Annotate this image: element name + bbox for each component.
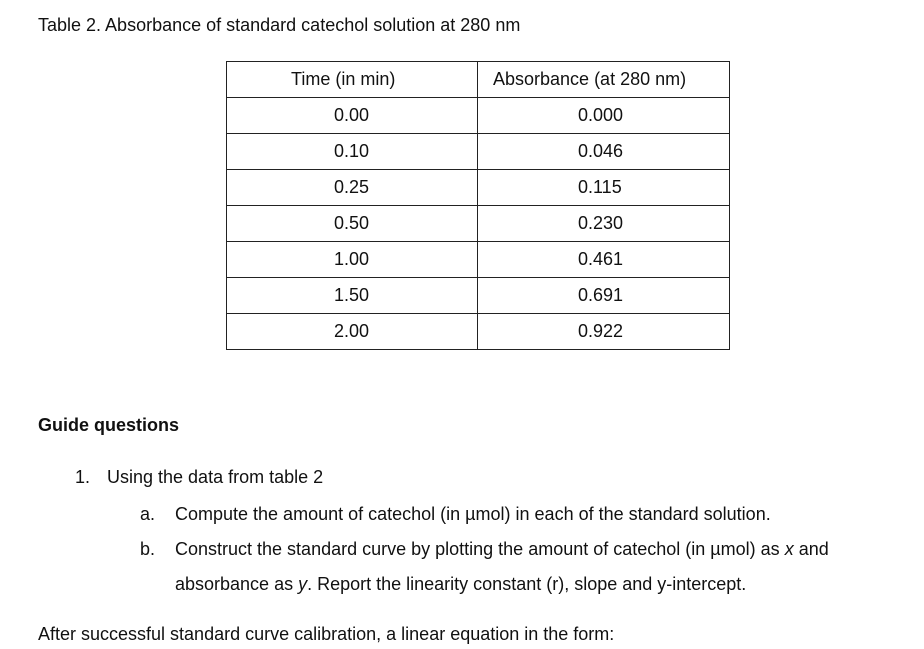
- table-row: [227, 242, 730, 278]
- subquestion-a-text: Compute the amount of catechol (in µmol) in each of the standard solution.: [175, 504, 771, 524]
- header-absorbance: Absorbance (at 280 nm): [478, 62, 730, 98]
- subquestion-b-line2-post: . Report the linearity constant (r), slope and y-intercept.: [307, 574, 747, 594]
- guide-questions-heading: Guide questions: [38, 415, 180, 435]
- table-header-row: [227, 62, 730, 98]
- subquestion-b-line1: [175, 539, 829, 560]
- cell-absorbance: 0.461: [478, 242, 730, 278]
- subquestion-b-letter: b.: [140, 539, 156, 559]
- subquestion-b-line1-pre: Construct the standard curve by plotting the amount of catechol (in µmol) as: [175, 539, 785, 559]
- table-row: [227, 98, 730, 134]
- cell-time: 0.25: [227, 170, 478, 206]
- cell-absorbance: 0.046: [478, 134, 730, 170]
- cell-absorbance: 0.691: [478, 278, 730, 314]
- cell-time: 0.00: [227, 98, 478, 134]
- cell-absorbance: 0.115: [478, 170, 730, 206]
- cell-absorbance: 0.922: [478, 314, 730, 350]
- question-number: 1.: [75, 467, 91, 487]
- cell-time: 1.00: [227, 242, 478, 278]
- y-variable: y: [298, 574, 308, 594]
- table-row: [227, 206, 730, 242]
- subquestion-b-line1-post: and: [793, 539, 829, 559]
- cell-time: 2.00: [227, 314, 478, 350]
- header-time: Time (in min): [227, 62, 478, 98]
- cell-absorbance: 0.000: [478, 98, 730, 134]
- subquestion-a-letter: a.: [140, 504, 156, 524]
- question-text: Using the data from table 2: [107, 467, 324, 487]
- cell-absorbance: 0.230: [478, 206, 730, 242]
- x-variable: x: [784, 539, 794, 559]
- cell-time: 0.50: [227, 206, 478, 242]
- table-caption: Table 2. Absorbance of standard catechol solution at 280 nm: [38, 15, 521, 35]
- cell-time: 0.10: [227, 134, 478, 170]
- table-row: [227, 314, 730, 350]
- absorbance-table: [226, 61, 730, 350]
- table-row: [227, 278, 730, 314]
- closing-sentence: After successful standard curve calibration, a linear equation in the form:: [38, 624, 615, 644]
- table-row: [227, 170, 730, 206]
- table-row: [227, 134, 730, 170]
- cell-time: 1.50: [227, 278, 478, 314]
- subquestion-b-line2: [175, 574, 746, 595]
- subquestion-b-line2-pre: absorbance as: [175, 574, 299, 594]
